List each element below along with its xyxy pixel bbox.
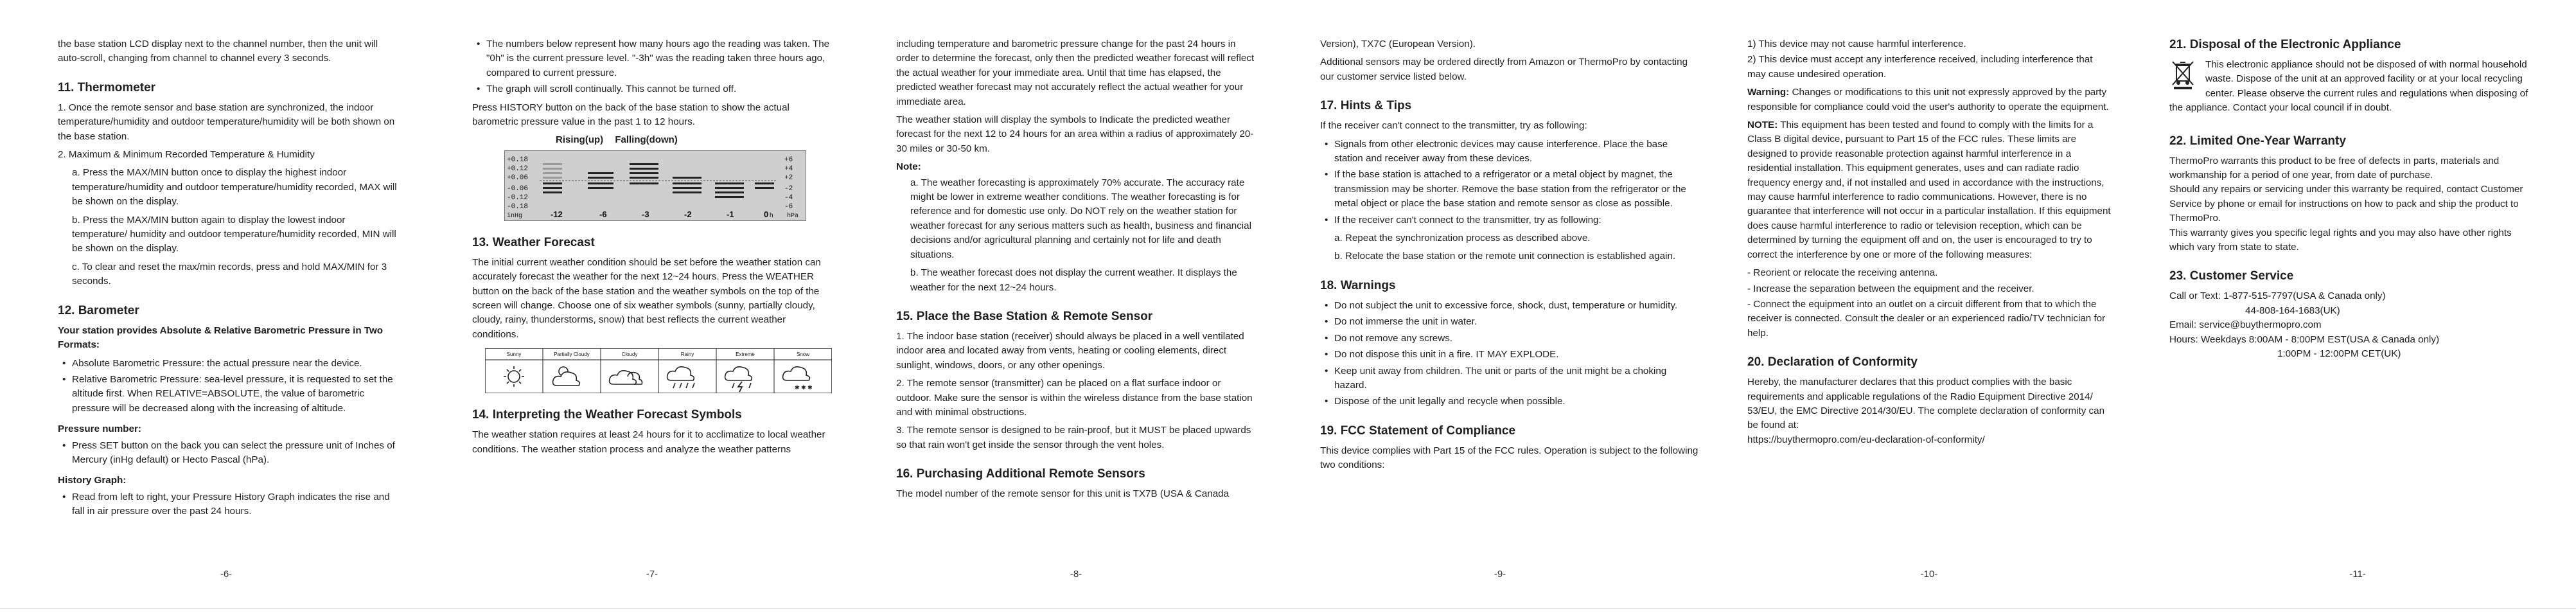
hints-sub-b: b. Relocate the base station or the remote unit connection is established again. <box>1334 251 1676 262</box>
placement-3: 3. The remote sensor is designed to be rain-proof, but it MUST be placed upwards so that rain won't get inside the sensor through the vent holes. <box>896 425 1251 450</box>
graph-direction-labels <box>556 133 832 147</box>
thermo-line-b: b. Press the MAX/MIN button again to display the lowest indoor temperature/ humidity and outdoor temperature/humidity recorded, MIN will be shown on the display. <box>72 214 396 254</box>
section-barometer-title: 12. Barometer <box>58 303 139 317</box>
hour-label: -2 <box>684 209 692 219</box>
disposal-block <box>2169 58 2539 120</box>
pressure-number-label: Pressure number: <box>58 423 141 435</box>
hour-suffix: h <box>770 211 773 219</box>
weather-label-sunny: Sunny <box>506 351 522 358</box>
warranty-line-2: Should any repairs or servicing under this warranty be required, contact Customer Service by phone or email for instructions on how to pack and ship the product to ThermoPro. <box>2169 184 2523 224</box>
section-warranty-title: 22. Limited One-Year Warranty <box>2169 134 2346 148</box>
list-item: • Do not dispose this unit in a fire. IT MAY EXPLODE. <box>1334 348 1699 362</box>
cs-email: Email: service@buythermopro.com <box>2169 319 2322 331</box>
weather-label-extreme: Extreme <box>736 351 755 358</box>
hour-label: -3 <box>642 209 649 219</box>
thermo-line-c: c. To clear and reset the max/min records, press and hold MAX/MIN for 3 seconds. <box>72 261 387 287</box>
measure-2: - Increase the separation between the equipment and the receiver. <box>1747 283 2034 294</box>
list-item: • Read from left to right, your Pressure History Graph indicates the rise and fall in air pressure over the past 24 hours. <box>72 490 401 519</box>
section-customer-service-title: 23. Customer Service <box>2169 269 2294 283</box>
list-item: • Press SET button on the back you can select the pressure unit of Inches of Mercury (inHg default) or Hecto Pascal (hPa). <box>72 439 401 468</box>
page-9 <box>1307 0 1712 613</box>
left-tick: -0.06 <box>507 184 529 193</box>
conformity-text: Hereby, the manufacturer declares that this product complies with the basic requirements and applicable regulations of the Radio Equipment Directive 2014/ 53/EU, the EMC Directive 2014/30/EU. The complete declaration of conformity can be found at: <box>1747 377 2105 431</box>
pressure-list <box>58 439 401 468</box>
list-item: • Do not subject the unit to excessive force, shock, dust, temperature or humidity. <box>1334 299 1699 313</box>
note-label: NOTE: <box>1747 120 1778 131</box>
left-unit: inHg <box>507 212 523 220</box>
page-number: -11- <box>2349 569 2366 580</box>
note-text: This equipment has been tested and found to comply with the limits for a Class B digital device, pursuant to Part 15 of the FCC rules. These limits are designed to provide reasonable protection against harmful interference in a residential installation. This equipment generates, uses and can radiate radio frequency energy and, if not installed and used in accordance with the instructions, may cause harmful interference to radio communications. However, there is no guarantee that interference will not occur in a particular installation. If this equipment does cause harmful interference to radio or television reception, which can be determined by turning the equipment off and on, the user is encouraged to try to correct the interference by one or more of the following measures: <box>1747 120 2111 260</box>
list-item: • Do not immerse the unit in water. <box>1334 315 1699 329</box>
warning-text: Changes or modifications to this unit not expressly approved by the party responsible for compliance could void the user's authority to operate the equipment. <box>1747 87 2109 112</box>
svg-text:✱ ✱ ✱: ✱ ✱ ✱ <box>795 384 813 391</box>
list-item: • Keep unit away from children. The unit or parts of the unit might be a choking hazard. <box>1334 364 1699 393</box>
fcc-warning <box>1747 85 2113 114</box>
page-number: -10- <box>1920 569 1938 580</box>
page-8 <box>883 0 1269 613</box>
page9-intro-2: Additional sensors may be ordered directly from Amazon or ThermoPro by contacting our customer service listed below. <box>1320 57 1688 82</box>
list-item: • If the receiver can't connect to the transmitter, try as following: <box>1334 213 1699 227</box>
left-tick: -0.12 <box>507 193 529 202</box>
list-item: • The numbers below represent how many hours ago the reading was taken. The "0h" is the current pressure level. "-3h" was the reading taken three hours ago, compared to current pressure. <box>486 37 832 80</box>
list-item: • Relative Barometric Pressure: sea-level pressure, it is requested to set the altitude first. When RELATIVE=ABSOLUTE, the value of barometric pressure will be decreased along with the increasing of altitude. <box>72 373 401 416</box>
hour-label: -6 <box>599 209 607 219</box>
section-interpreting-title: 14. Interpreting the Weather Forecast Symbols <box>472 408 742 422</box>
section-thermometer-title: 11. Thermometer <box>58 80 156 94</box>
page-number: -8- <box>1070 569 1082 580</box>
list-item: • Do not remove any screws. <box>1334 332 1699 346</box>
page8-intro: including temperature and barometric pressure change for the past 24 hours in order to determine the forecast, only then the predicted weather forecast will reflect the actual weather for your immediate area. Until that time has elapsed, the predicted weather forecast may not accurately reflect the actual weather for your immediate area. <box>896 39 1255 107</box>
weather-label-cloudy: Cloudy <box>621 351 638 358</box>
weather-label-snow: Snow <box>796 351 810 358</box>
right-tick: -6 <box>784 202 793 211</box>
section-forecast-title: 13. Weather Forecast <box>472 235 595 249</box>
placement-2: 2. The remote sensor (transmitter) can be placed on a flat surface indoor or outdoor. Make sure the sensor is within the wireless distance from the base station and with minimal obstructions. <box>896 378 1253 418</box>
right-tick: +4 <box>784 164 793 173</box>
hour-label: 0 <box>764 209 769 219</box>
page-7 <box>459 0 845 613</box>
page8-intro-2: The weather station will display the symbols to Indicate the predicted weather forecast for the next 12 to 24 hours for an area within a radius of approximately 20-30 miles or 30-50 km. <box>896 114 1254 154</box>
placement-1: 1. The indoor base station (receiver) should always be placed in a well ventilated indoor area and located away from vents, heating or cooling elements, direct sunlight, windows, doors, or any other openings. <box>896 330 1244 371</box>
bottom-rule <box>0 608 2576 609</box>
weather-label-partly: Partially Cloudy <box>554 351 590 358</box>
fcc-condition-2: 2) This device must accept any interference received, including interference that may cause undesired operation. <box>1747 54 2093 80</box>
history-button-note: Press HISTORY button on the back of the base station to show the actual barometric pressure value in the past 1 to 12 hours. <box>472 102 790 128</box>
purchasing-text: The model number of the remote sensor for this unit is TX7B (USA & Canada <box>896 488 1230 500</box>
left-tick: +0.18 <box>507 155 529 164</box>
weather-label-rainy: Rainy <box>680 351 694 358</box>
weee-bin-icon <box>2169 59 2196 90</box>
page-number: -7- <box>646 569 658 580</box>
warranty-line-3: This warranty gives you specific legal rights and you may also have other rights which vary from state to state. <box>2169 227 2512 253</box>
fcc-note <box>1747 118 2113 262</box>
page-10 <box>1734 0 2126 613</box>
rising-label: Rising(up) <box>556 134 604 146</box>
disposal-text: This electronic appliance should not be disposed of with normal household waste. Dispose of the unit at an approved facility or at your local recycling center. Please observe the current rules and regulations when disposing of the appliance. Contact your local council if in doubt. <box>2169 59 2528 114</box>
pressure-history-graph <box>504 150 806 221</box>
fcc-text: This device complies with Part 15 of the FCC rules. Operation is subject to the following two conditions: <box>1320 445 1698 471</box>
list-item: • The graph will scroll continually. This cannot be turned off. <box>486 82 832 96</box>
hints-list <box>1320 138 1699 227</box>
hour-label: -1 <box>727 209 734 219</box>
list-item: • Dispose of the unit legally and recycle when possible. <box>1334 395 1699 409</box>
section-purchasing-title: 16. Purchasing Additional Remote Sensors <box>896 467 1145 481</box>
history-graph-label: History Graph: <box>58 475 127 486</box>
hour-label: -12 <box>551 209 563 219</box>
warnings-list <box>1320 299 1699 409</box>
warning-label: Warning: <box>1747 87 1790 98</box>
left-tick: +0.06 <box>507 173 529 182</box>
conformity-url: https://buythermopro.com/eu-declaration-of-conformity/ <box>1747 434 1985 445</box>
page-11 <box>2157 0 2552 613</box>
list-item: • Signals from other electronic devices may cause interference. Place the base station and receiver away from these devices. <box>1334 138 1699 166</box>
measure-3: - Connect the equipment into an outlet on a circuit different from that to which the receiver is connected. Consult the dealer or an experienced radio/TV technician for help. <box>1747 298 2106 339</box>
thermo-line-2: 2. Maximum & Minimum Recorded Temperature & Humidity <box>58 149 315 161</box>
thermo-line-1: 1. Once the remote sensor and base station are synchronized, the indoor temperature/humidity and outdoor temperature/humidity will be both shown on the base station. <box>58 102 395 142</box>
section-placement-title: 15. Place the Base Station & Remote Sensor <box>896 309 1153 323</box>
page-number: -6- <box>220 569 233 580</box>
page6-intro: the base station LCD display next to the channel number, then the unit will auto-scroll, changing from channel to channel every 3 seconds. <box>58 39 378 64</box>
cs-hours-uk: 1:00PM - 12:00PM CET(UK) <box>2277 348 2401 360</box>
forecast-text: The initial current weather condition should be set before the weather station can accurately forecast the weather for the next 12~24 hours. Press the WEATHER button on the back of the base station and the weather symbols on the top of the screen will change. Choose one of six weather symbols (sunny, partially cloudy, cloudy, rainy, thunderstorms, snow) that best reflects the current weather conditions. <box>472 256 821 340</box>
thermo-line-a: a. Press the MAX/MIN button once to display the highest indoor temperature/humidity and outdoor temperature/humidity recorded, MAX will be shown on the display. <box>72 167 397 208</box>
section-hints-title: 17. Hints & Tips <box>1320 99 1412 113</box>
list-item: • If the base station is attached to a refrigerator or a metal object by magnet, the transmission may be shorter. Remove the base station from the refrigerator or the metal object or place the base station and remote sensor as close as possible. <box>1334 168 1699 211</box>
note-a: a. The weather forecasting is approximately 70% accurate. The accuracy rate might be lower in extreme weather conditions. The weather forecasting is for reference and for domestic use only. Do NOT rely on the weather station for weather forecast for any serious matters such as health, business and financial decisions and/or agricultural planning and certainly not for life and death situations. <box>910 177 1251 260</box>
measure-1: - Reorient or relocate the receiving antenna. <box>1747 267 1938 279</box>
cs-phone: Call or Text: 1-877-515-7797(USA & Canada only) <box>2169 290 2386 302</box>
page9-intro: Version), TX7C (European Version). <box>1320 39 1476 49</box>
weather-symbols-table <box>485 348 832 393</box>
warranty-line-1: ThermoPro warrants this product to be free of defects in parts, materials and workmanship for a period of one year, from date of purchase. <box>2169 155 2500 181</box>
right-tick: +6 <box>784 155 793 164</box>
left-tick: +0.12 <box>507 164 529 173</box>
list-item: • Absolute Barometric Pressure: the actual pressure near the device. <box>72 357 401 371</box>
section-fcc-title: 19. FCC Statement of Compliance <box>1320 423 1516 438</box>
note-label: Note: <box>896 161 921 173</box>
hints-lead: If the receiver can't connect to the transmitter, try as following: <box>1320 120 1587 132</box>
page-6 <box>45 0 414 613</box>
cs-hours: Hours: Weekdays 8:00AM - 8:00PM EST(USA & Canada only) <box>2169 333 2440 345</box>
section-disposal-title: 21. Disposal of the Electronic Appliance <box>2169 38 2401 51</box>
right-tick: -2 <box>784 184 793 193</box>
history-list <box>58 490 401 519</box>
left-tick: -0.18 <box>507 202 529 211</box>
page-number: -9- <box>1494 569 1506 580</box>
interpreting-text: The weather station requires at least 24 hours for it to acclimatize to local weather conditions. The weather station process and analyze the weather patterns <box>472 429 825 455</box>
cs-phone-uk: 44-808-164-1683(UK) <box>2245 305 2340 316</box>
falling-label: Falling(down) <box>615 134 678 146</box>
fcc-condition-1: 1) This device may not cause harmful interference. <box>1747 39 1966 49</box>
right-tick: +2 <box>784 173 793 182</box>
barometer-list <box>58 357 401 416</box>
section-conformity-title: 20. Declaration of Conformity <box>1747 355 1918 369</box>
barometer-lead: Your station provides Absolute & Relative Barometric Pressure in Two Formats: <box>58 324 384 351</box>
note-b: b. The weather forecast does not display the current weather. It displays the weather for the next 12~24 hours. <box>910 267 1237 293</box>
hours-list <box>472 37 832 97</box>
hints-sub-a: a. Repeat the synchronization process as described above. <box>1334 233 1591 244</box>
right-tick: -4 <box>784 193 793 202</box>
right-unit: hPa <box>787 212 799 220</box>
section-warnings-title: 18. Warnings <box>1320 278 1396 292</box>
